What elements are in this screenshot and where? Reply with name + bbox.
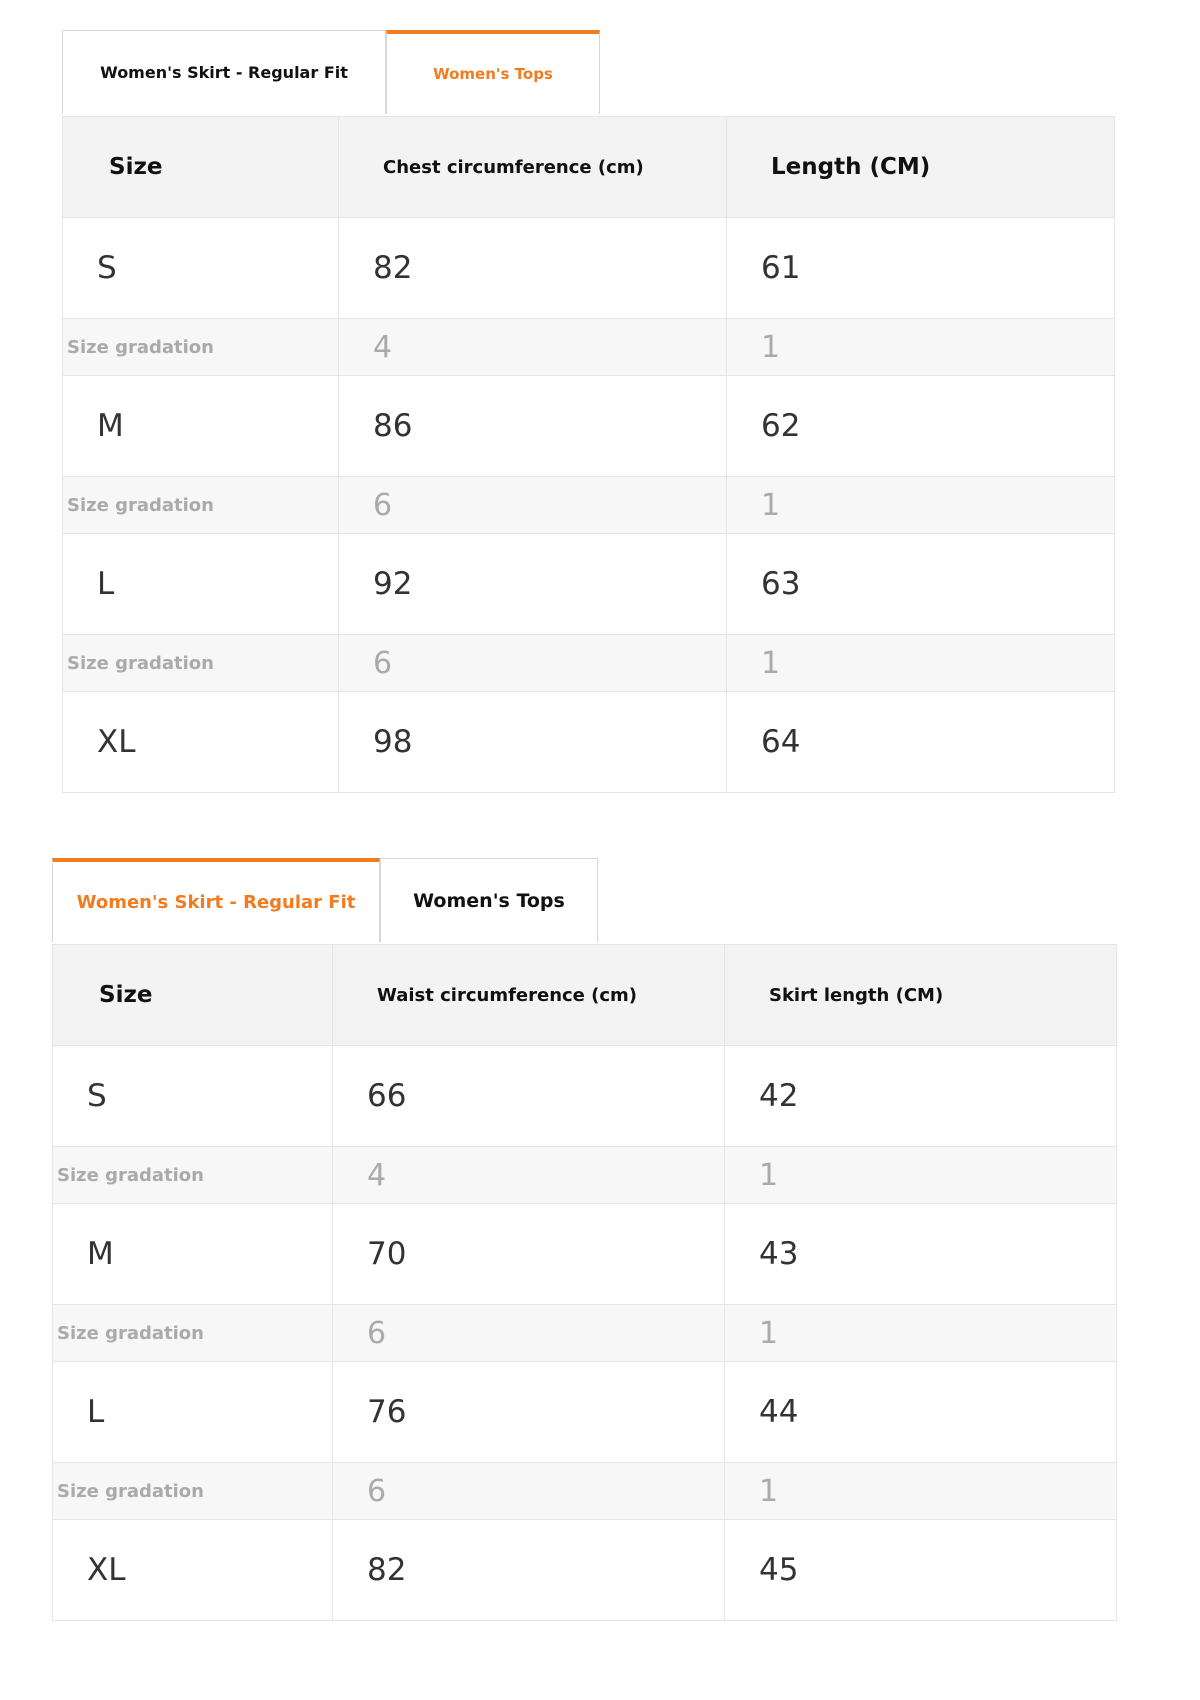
gradation-label: Size gradation [53,1305,333,1362]
size-column-header: Size [53,945,333,1046]
skirt-size-chart-panel [0,858,1200,1588]
gradation-label: Size gradation [63,319,339,376]
chest-gradation: 4 [339,319,727,376]
skirt-length-gradation: 1 [725,1147,1117,1204]
length-gradation: 1 [727,477,1115,534]
size-chart-tabs [0,858,1200,944]
gradation-row [53,1463,1117,1520]
waist-value: 82 [333,1520,725,1621]
waist-column-header: Waist circumference (cm) [333,945,725,1046]
waist-gradation: 6 [333,1305,725,1362]
size-cell: L [63,534,339,635]
gradation-row [53,1305,1117,1362]
gradation-label: Size gradation [63,635,339,692]
table-row [63,376,1115,477]
tab-womens-tops[interactable]: Women's Tops [380,858,598,942]
waist-value: 76 [333,1362,725,1463]
chest-column-header: Chest circumference (cm) [339,117,727,218]
size-cell: L [53,1362,333,1463]
size-column-header: Size [63,117,339,218]
size-chart-tabs [0,30,1200,116]
skirt-length-value: 45 [725,1520,1117,1621]
table-row [53,1204,1117,1305]
chest-value: 92 [339,534,727,635]
table-row [63,692,1115,793]
chest-value: 82 [339,218,727,319]
tops-size-table [62,116,1115,793]
gradation-label: Size gradation [53,1147,333,1204]
tops-size-chart-panel [0,30,1200,760]
skirt-size-table [52,944,1117,1621]
chest-value: 86 [339,376,727,477]
table-row [53,1362,1117,1463]
skirt-length-value: 44 [725,1362,1117,1463]
size-cell: M [53,1204,333,1305]
size-cell: S [63,218,339,319]
size-cell: M [63,376,339,477]
gradation-row [63,477,1115,534]
waist-gradation: 4 [333,1147,725,1204]
table-row [53,1520,1117,1621]
gradation-label: Size gradation [63,477,339,534]
length-value: 63 [727,534,1115,635]
length-column-header: Length (CM) [727,117,1115,218]
skirt-length-value: 43 [725,1204,1117,1305]
gradation-label: Size gradation [53,1463,333,1520]
length-value: 61 [727,218,1115,319]
table-row [63,218,1115,319]
length-gradation: 1 [727,319,1115,376]
skirt-length-gradation: 1 [725,1463,1117,1520]
length-gradation: 1 [727,635,1115,692]
length-value: 64 [727,692,1115,793]
skirt-length-value: 42 [725,1046,1117,1147]
chest-gradation: 6 [339,635,727,692]
size-cell: S [53,1046,333,1147]
gradation-row [63,635,1115,692]
skirt-length-column-header: Skirt length (CM) [725,945,1117,1046]
tab-womens-skirt[interactable]: Women's Skirt - Regular Fit [62,30,386,114]
chest-gradation: 6 [339,477,727,534]
length-value: 62 [727,376,1115,477]
table-row [63,534,1115,635]
size-cell: XL [63,692,339,793]
gradation-row [63,319,1115,376]
table-header-row [63,117,1115,218]
waist-gradation: 6 [333,1463,725,1520]
table-row [53,1046,1117,1147]
chest-value: 98 [339,692,727,793]
waist-value: 70 [333,1204,725,1305]
skirt-length-gradation: 1 [725,1305,1117,1362]
gradation-row [53,1147,1117,1204]
table-header-row [53,945,1117,1046]
tab-womens-skirt[interactable]: Women's Skirt - Regular Fit [52,858,380,942]
size-cell: XL [53,1520,333,1621]
waist-value: 66 [333,1046,725,1147]
tab-womens-tops[interactable]: Women's Tops [386,30,600,114]
